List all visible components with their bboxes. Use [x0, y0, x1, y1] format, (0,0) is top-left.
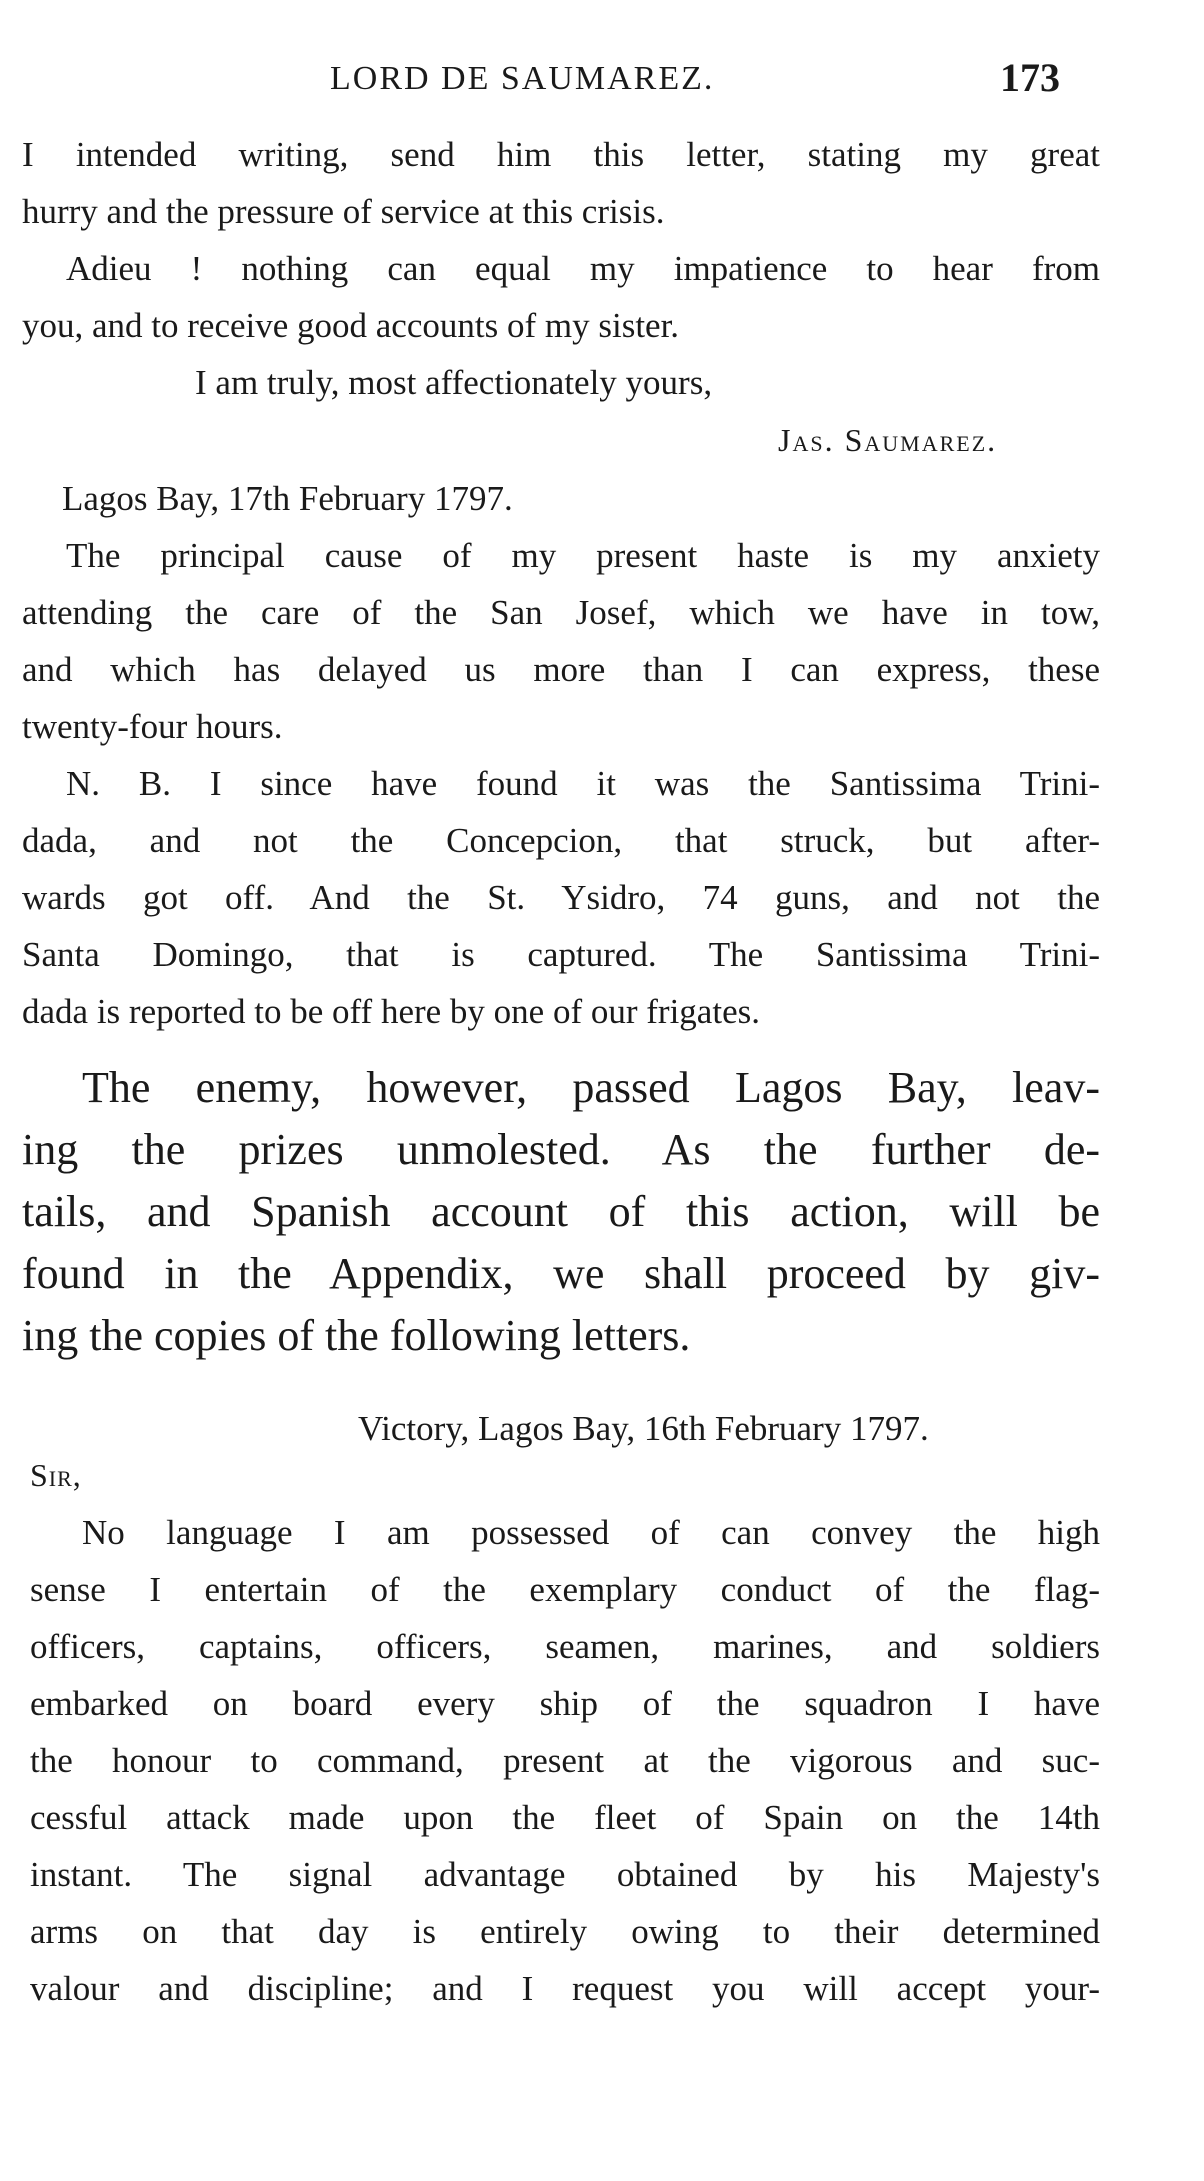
postscript-dateline: Lagos Bay, 17th February 1797.	[62, 479, 513, 518]
text-line: ing the prizes unmolested. As the further de-	[22, 1125, 1100, 1174]
letter-closing: I am truly, most affectionately yours,	[195, 363, 713, 402]
text-line: the honour to command, present at the vigorous and suc-	[30, 1741, 1100, 1780]
text-line: arms on that day is entirely owing to their determined	[30, 1912, 1100, 1951]
text-line: tails, and Spanish account of this action, will be	[22, 1187, 1100, 1236]
adieu-paragraph	[22, 240, 1100, 354]
text-line: sense I entertain of the exemplary conduct of the flag-	[30, 1570, 1100, 1609]
text-line: twenty-four hours.	[22, 707, 283, 746]
postscript-paragraph	[22, 527, 1100, 755]
text-line: The principal cause of my present haste is my anxiety	[66, 536, 1100, 575]
second-letter-body	[30, 1504, 1100, 2017]
text-line: Santa Domingo, that is captured. The Santissima Trini-	[22, 935, 1100, 974]
text-line: I intended writing, send him this letter, stating my great	[22, 135, 1100, 174]
text-line: The enemy, however, passed Lagos Bay, leav-	[82, 1063, 1100, 1112]
text-line: embarked on board every ship of the squadron I have	[30, 1684, 1100, 1723]
text-line: attending the care of the San Josef, which we have in tow,	[22, 593, 1100, 632]
letter-continuation-paragraph	[22, 126, 1100, 240]
text-line: valour and discipline; and I request you will accept your-	[30, 1969, 1100, 2008]
second-letter-dateline: Victory, Lagos Bay, 16th February 1797.	[358, 1409, 929, 1448]
text-line: cessful attack made upon the fleet of Spain on the 14th	[30, 1798, 1100, 1837]
text-line: found in the Appendix, we shall proceed by giv-	[22, 1249, 1100, 1298]
signature: Jas. Saumarez.	[778, 422, 998, 458]
text-line: hurry and the pressure of service at this crisis.	[22, 192, 665, 231]
text-line: Adieu ! nothing can equal my impatience to hear from	[66, 249, 1100, 288]
text-line: and which has delayed us more than I can express, these	[22, 650, 1100, 689]
running-title: LORD DE SAUMAREZ.	[330, 60, 715, 97]
text-line: instant. The signal advantage obtained by his Majesty's	[30, 1855, 1100, 1894]
text-line: No language I am possessed of can convey the high	[82, 1513, 1100, 1552]
narrative-paragraph	[22, 1057, 1100, 1367]
page-number: 173	[1000, 55, 1060, 100]
text-line: ing the copies of the following letters.	[22, 1311, 691, 1360]
text-line: wards got off. And the St. Ysidro, 74 guns, and not the	[22, 878, 1100, 917]
text-line: you, and to receive good accounts of my sister.	[22, 306, 680, 345]
text-line: N. B. I since have found it was the Santissima Trini-	[66, 764, 1100, 803]
salutation: Sir,	[30, 1457, 82, 1493]
text-line: dada is reported to be off here by one of our frigates.	[22, 992, 760, 1031]
text-line: officers, captains, officers, seamen, marines, and soldiers	[30, 1627, 1100, 1666]
text-line: dada, and not the Concepcion, that struck, but after-	[22, 821, 1100, 860]
page-header	[0, 54, 1204, 104]
nota-bene-paragraph	[22, 755, 1100, 1040]
